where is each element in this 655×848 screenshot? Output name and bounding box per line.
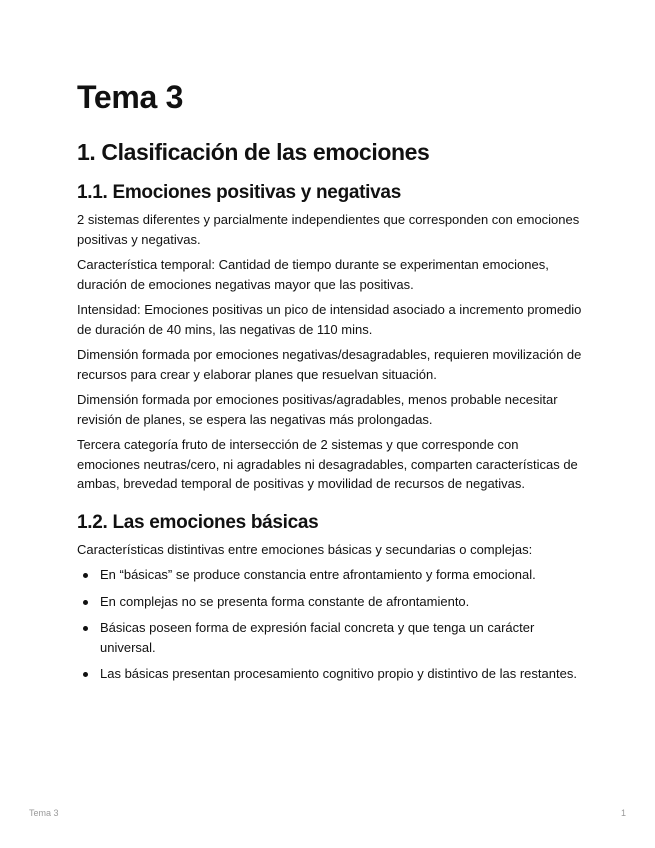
paragraph: Tercera categoría fruto de intersección de 2 sistemas y que corresponde con emociones neutras/cero, ni agradables ni desagradables, comparten características de ambas, brevedad temporal de positivas y movilidad de recursos de negativas. (77, 437, 578, 491)
page-number: 1 (620, 808, 626, 818)
paragraph: Características distintivas entre emociones básicas y secundarias o complejas: (77, 541, 533, 557)
bullet-list (77, 565, 582, 684)
bullet-icon (83, 672, 88, 677)
list-item (100, 664, 582, 684)
paragraph: Dimensión formada por emociones positivas/agradables, menos probable necesitar revisión de planes, se espera las negativas más prolongadas. (77, 392, 558, 427)
list-item-text: Las básicas presentan procesamiento cognitivo propio y distintivo de las restantes. (100, 666, 577, 681)
paragraph: 2 sistemas diferentes y parcialmente independientes que corresponden con emociones positivas y negativas. (77, 212, 580, 247)
bullet-icon (83, 600, 88, 605)
subsection-heading: 1.1. Emociones positivas y negativas (77, 182, 401, 203)
list-item (100, 565, 582, 585)
paragraph: Característica temporal: Cantidad de tiempo durante se experimentan emociones, duración de emociones negativas mayor que las positivas. (77, 257, 549, 292)
bullet-icon (83, 626, 88, 631)
list-item (100, 592, 582, 612)
document-page (77, 78, 582, 691)
section-heading: 1. Clasificación de las emociones (77, 139, 430, 165)
subsection-heading: 1.2. Las emociones básicas (77, 511, 319, 533)
list-item-text: Básicas poseen forma de expresión facial concreta y que tenga un carácter universal. (100, 620, 535, 655)
list-item-text: En complejas no se presenta forma constante de afrontamiento. (100, 593, 470, 609)
bullet-icon (83, 573, 88, 578)
page-title: Tema 3 (77, 79, 184, 115)
list-item-text: En “básicas” se produce constancia entre afrontamiento y forma emocional. (100, 567, 536, 582)
footer-title: Tema 3 (29, 808, 59, 818)
list-item (100, 618, 582, 657)
paragraph: Dimensión formada por emociones negativas/desagradables, requieren movilización de recursos para crear y elaborar planes que resuelvan situación. (77, 347, 582, 382)
paragraph: Intensidad: Emociones positivas un pico de intensidad asociado a incremento promedio de duración de 40 mins, las negativas de 110 mins. (77, 302, 582, 337)
